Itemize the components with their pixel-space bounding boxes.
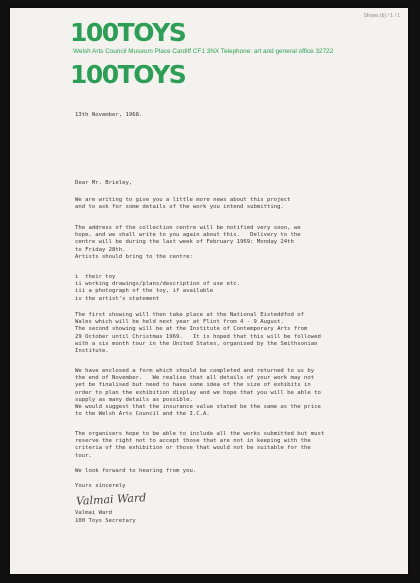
letterhead-address: Welsh Arts Council Museum Place Cardiff CF1 3NX Telephone: art and general office 32722	[73, 48, 334, 55]
paragraph-closing-note: We look forward to hearing from you.	[75, 468, 197, 474]
paragraph-organisers: The organisers hope to be able to include all the works submitted but must reserve the right not to accept those that are not in keeping with the criteria of the exhibition or those that would not be suitable for the tour.	[75, 431, 325, 459]
letterhead-logo-top: 100TOYS	[70, 18, 186, 47]
letter-sheet	[10, 8, 408, 574]
archive-reference: Shows (b) / 1 / 1	[363, 13, 400, 19]
letterhead-logo-bottom: 100TOYS	[70, 60, 186, 89]
letter-date: 13th November, 1968.	[75, 112, 143, 118]
paragraph-delivery: The address of the collection centre will be notified very soon, we hope, and we shall write to you again about this. Delivery to the centre will be during the last week of February 1969: Monday 24th to Friday 28th. Artists should bring to the centre:	[75, 225, 301, 260]
paragraph-showings: The first showing will then take place at the National Eisteddfod of Wales which will be held next year at Flint from 4 - 9 August. The second showing will be at the Institute of Contemporary Arts from 29 October until Christmas 1969. It is hoped that this will be followed with a six month tour in the United States, organised by the Smithsonian Institute.	[75, 312, 321, 355]
handwritten-signature: Valmai Ward	[75, 491, 147, 508]
letter-closing: Yours sincerely	[75, 483, 126, 489]
paragraph-items-list: i their toy ii working drawings/plans/description of use etc. iii a photograph of the toy, if available iv the artist's statement	[75, 274, 241, 302]
sender-title: 100 Toys Secretary	[75, 518, 136, 524]
letter-greeting: Dear Mr. Brieley,	[75, 180, 133, 186]
sender-name: Valmai Ward	[75, 510, 113, 516]
paragraph-intro: We are writing to give you a little more news about this project and to ask for some details of the work you intend submitting.	[75, 197, 291, 211]
paragraph-form: We have enclosed a form which should be completed and returned to us by the end of November. We realise that all details of your work may not yet be finalised but need to have some idea of the size of exhibits in order to plan the exhibition display and we hope that you will be able to supply as many details as possible. We would suggest that the insurance value stated be the same as the price to the Welsh Arts Council and the I.C.A.	[75, 368, 321, 418]
